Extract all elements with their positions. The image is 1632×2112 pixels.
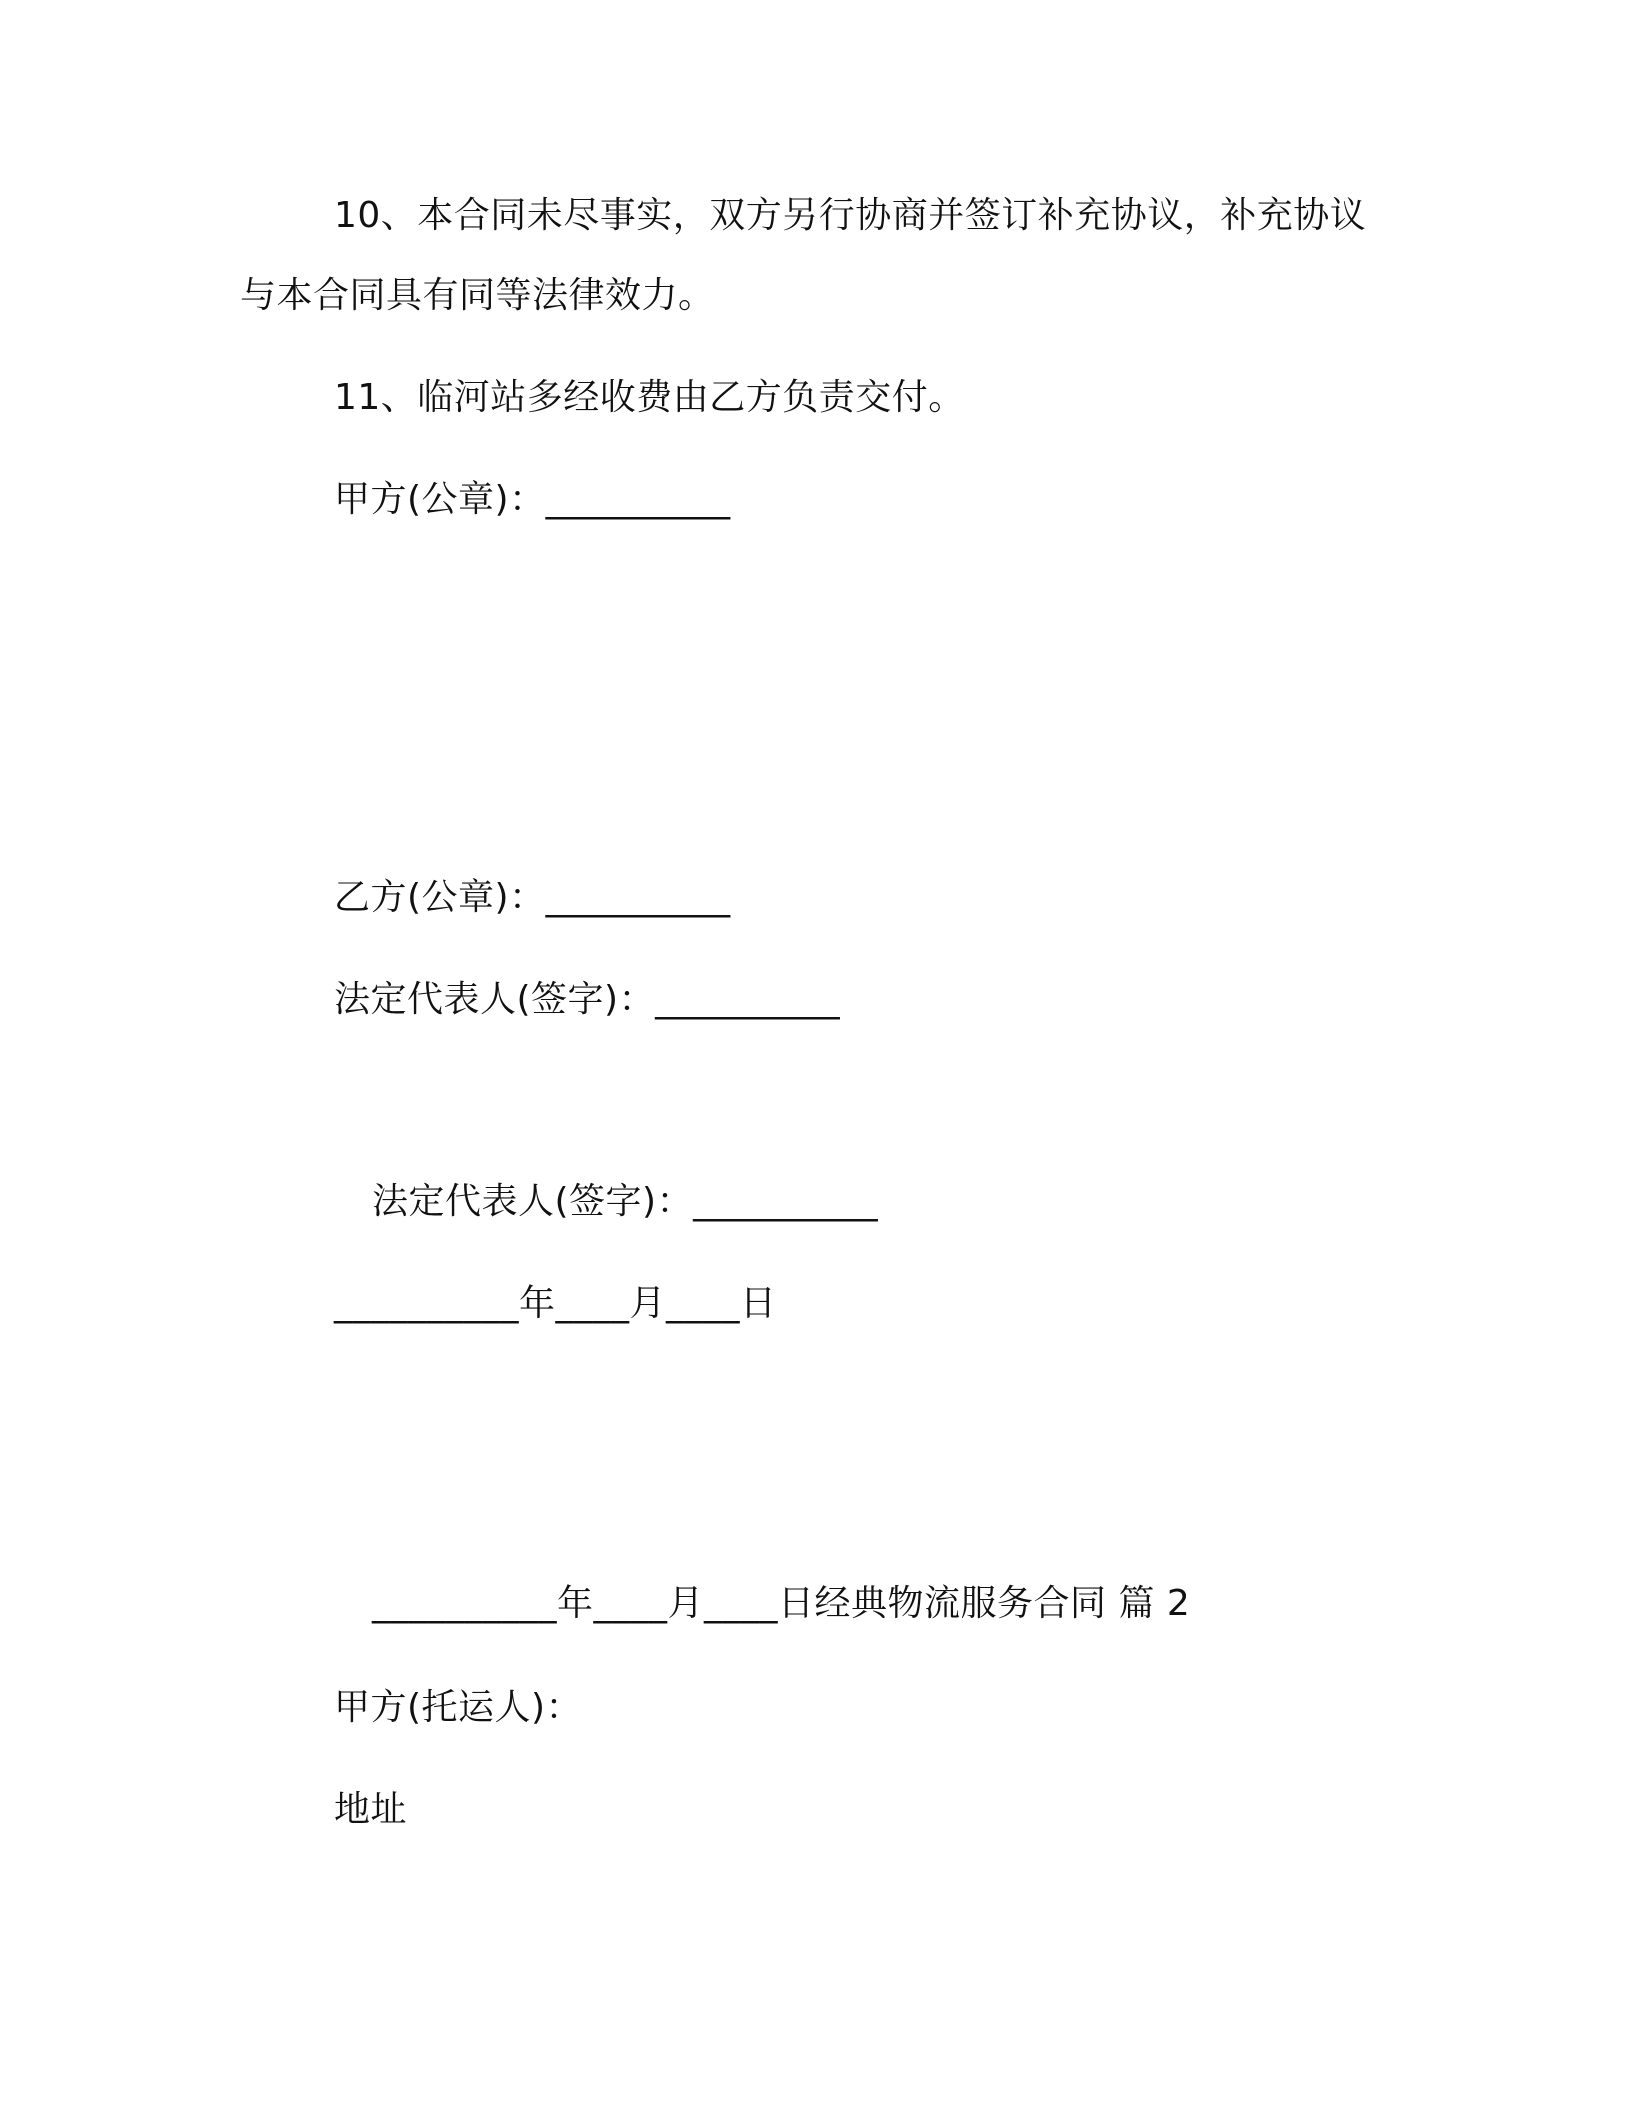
clause-11: 11、临河站多经收费由乙方负责交付。 xyxy=(334,377,965,418)
clause-10-line-1: 10、本合同未尽事实，双方另行协商并签订补充协议，补充协议 xyxy=(334,195,1367,236)
contract-2-heading: __________年____月____日经典物流服务合同 篇 2 xyxy=(372,1583,1191,1624)
legal-representative-signature-line-2: 法定代表人(签字)：__________ xyxy=(372,1181,879,1222)
legal-representative-signature-line: 法定代表人(签字)：__________ xyxy=(334,979,841,1020)
party-a-seal-line: 甲方(公章)：__________ xyxy=(334,479,731,520)
party-a-consignor-label: 甲方(托运人)： xyxy=(334,1687,583,1728)
address-label: 地址 xyxy=(334,1789,408,1830)
party-b-seal-line: 乙方(公章)：__________ xyxy=(334,877,731,918)
clause-10-line-2: 与本合同具有同等法律效力。 xyxy=(240,275,715,316)
date-line: __________年____月____日 xyxy=(334,1283,777,1324)
